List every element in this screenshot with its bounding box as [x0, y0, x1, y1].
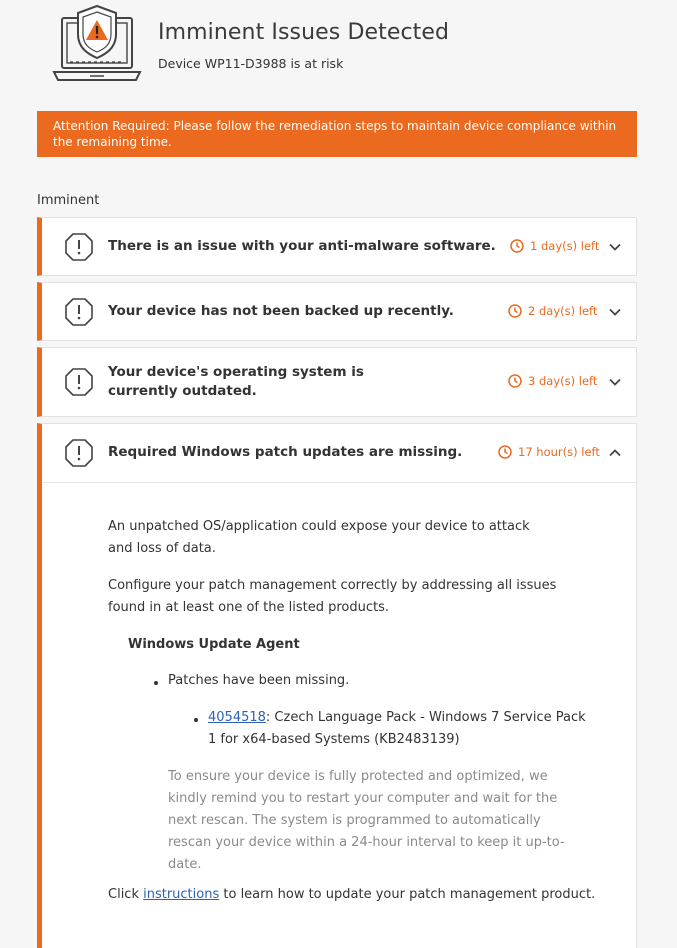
page-title: Imminent Issues Detected — [158, 20, 450, 45]
time-left-text: 3 day(s) left — [528, 374, 598, 388]
exclamation-circle-icon — [64, 438, 94, 468]
time-left-indicator — [508, 304, 597, 318]
exclamation-circle-icon — [64, 232, 94, 262]
issue-title: Your device's operating system is currently outdated. — [108, 364, 364, 399]
click-prefix: Click — [108, 887, 144, 902]
chevron-down-icon[interactable] — [608, 375, 622, 389]
laptop-warning-shield-icon — [52, 4, 142, 84]
bullet-patches-missing: Patches have been missing. — [168, 673, 350, 688]
patch-item — [208, 707, 598, 751]
rescan-reminder: To ensure your device is fully protected and optimized, we kindly remind you to restart your computer and wait for the next rescan. The system is programmed to automatically rescan your device within a 24-hour interval to keep it up-to-date. — [168, 769, 565, 872]
time-left-indicator — [510, 239, 599, 253]
issue-title: Your device has not been backed up recently. — [108, 303, 454, 319]
time-left-indicator — [498, 445, 600, 459]
page-header — [0, 0, 677, 100]
clock-icon — [510, 239, 524, 253]
device-status-subtitle: Device WP11-D3988 is at risk — [158, 56, 344, 71]
chevron-up-icon[interactable] — [608, 446, 622, 460]
issue-details — [42, 482, 636, 948]
time-left-indicator — [508, 374, 597, 388]
product-name: Windows Update Agent — [128, 637, 300, 652]
patch-description: : Czech Language Pack - Windows 7 Service Pack 1 for x64-based Systems (KB2483139) — [208, 710, 586, 747]
section-label-imminent: Imminent — [37, 193, 100, 208]
bullet-dot — [154, 681, 158, 685]
clock-icon — [508, 374, 522, 388]
details-configure: Configure your patch management correctly by addressing all issues found in at least one of the listed products. — [108, 578, 557, 615]
chevron-down-icon[interactable] — [608, 240, 622, 254]
details-intro: An unpatched OS/application could expose your device to attack and loss of data. — [108, 519, 530, 556]
issue-title: There is an issue with your anti-malware software. — [108, 238, 496, 254]
clock-icon — [508, 304, 522, 318]
issue-title: Required Windows patch updates are missing. — [108, 444, 463, 460]
issue-card-anti-malware[interactable] — [37, 217, 637, 276]
attention-banner: Attention Required: Please follow the remediation steps to maintain device compliance within the remaining time. — [37, 111, 637, 157]
bullet-dot — [194, 718, 198, 722]
time-left-text: 2 day(s) left — [528, 304, 598, 318]
patch-id-link[interactable]: 4054518 — [208, 710, 266, 725]
exclamation-circle-icon — [64, 367, 94, 397]
chevron-down-icon[interactable] — [608, 305, 622, 319]
click-suffix: to learn how to update your patch management product. — [219, 887, 596, 902]
issue-card-header[interactable] — [42, 424, 636, 482]
issue-card-os-outdated[interactable] — [37, 347, 637, 417]
instructions-line — [108, 884, 608, 906]
exclamation-circle-icon — [64, 297, 94, 327]
time-left-text: 17 hour(s) left — [518, 445, 600, 459]
issue-card-windows-patches — [37, 423, 637, 948]
instructions-link[interactable]: instructions — [143, 887, 220, 902]
time-left-text: 1 day(s) left — [530, 239, 600, 253]
issue-card-backup[interactable] — [37, 282, 637, 341]
clock-icon — [498, 445, 512, 459]
